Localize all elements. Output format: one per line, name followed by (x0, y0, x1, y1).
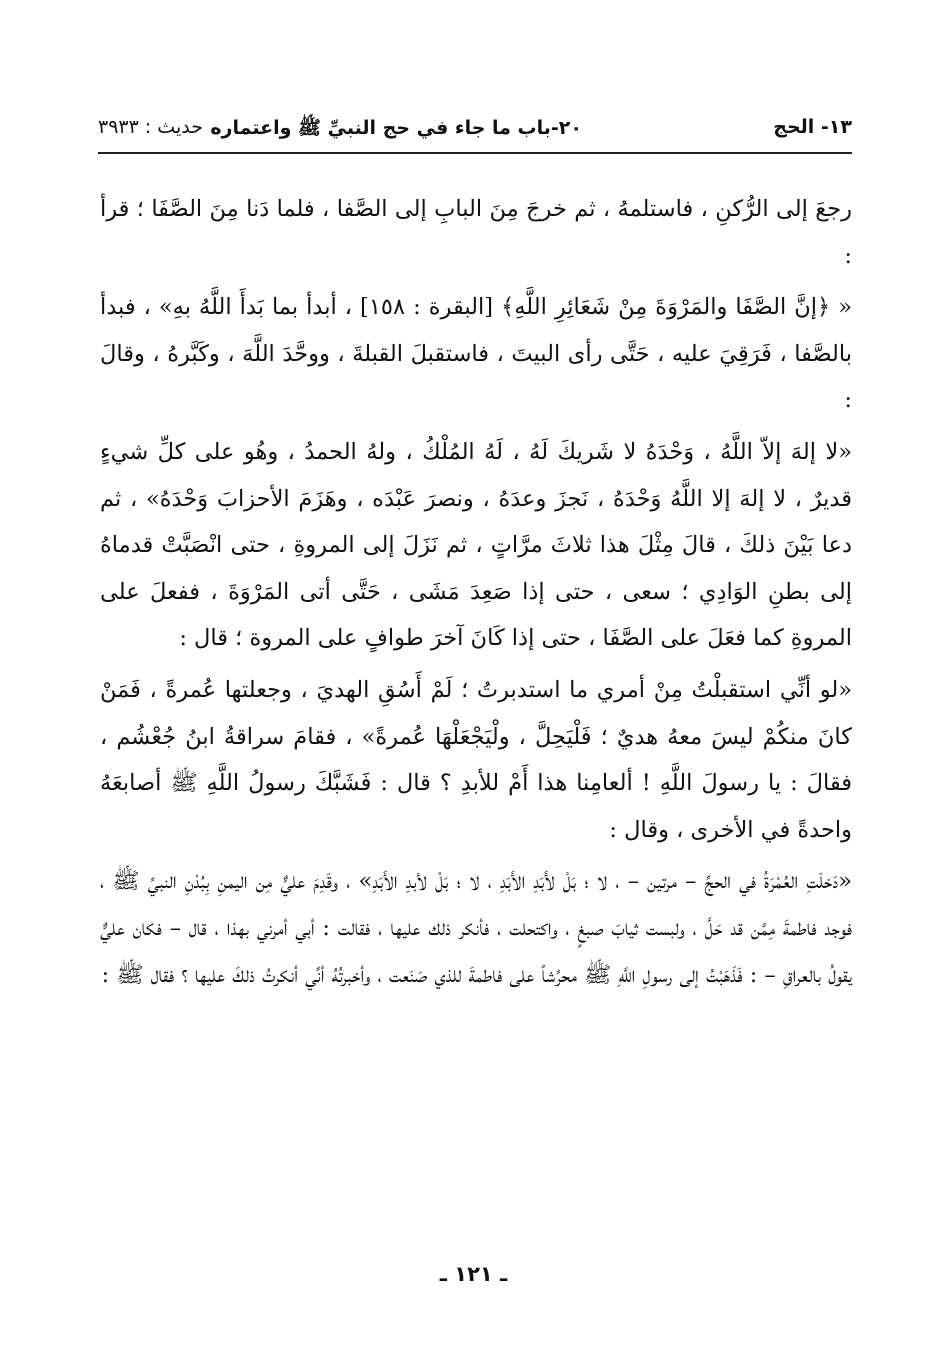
section-title: ٢٠-باب ما جاء في حج النبيِّ ﷺ واعتماره (210, 117, 582, 139)
hadith-number: حديث : ٣٩٣٣ (98, 116, 203, 138)
header-divider (98, 152, 852, 154)
hadith-text (100, 186, 852, 1003)
page-number: ـ ١٢١ ـ (439, 1262, 508, 1286)
paragraph: «دَخلَتِ العُمْرَةُ في الحجِّ – مرتين – ، لا ؛ بَلْ لأَبَدِ الأَبَدِ ، لا ؛ بَلْ لأبدِ الأَبَدِ» ، وقَدِمَ عليٌّ مِن اليمنِ بِبُدْنِ النبيِّ ﷺ ، فوجد فاطمةَ مِمَّن قد حَلَّ ، ولبست ثيابَ صبغٍ ، واكتحلت ، فأنكر ذلك عليها ، فقالت : أبي أمرني بهذا ، قال – فكان عليٌّ يقولُ بالعراقِ – : فَذَهَبْتُ إلى رسولِ اللَّهِ ﷺ محرِّشاً على فاطمةَ للذي صَنَعت ، وأخبرتُهُ أنِّي أنكرتُ ذلكَ عليها ؟ فقال ﷺ : (100, 868, 852, 988)
chapter-title: ١٣- الحج (773, 116, 852, 138)
paragraph: « ﴿إنَّ الصَّفَا والمَرْوَةَ مِنْ شَعَائِرِ اللَّهِ﴾ [البقرة : ١٥٨] ، أبدأ بما بَدأَ اللَّهُ بهِ» ، فبدأ بالصَّفا ، فَرَقِيَ عليه ، حَتَّى رأى البيتَ ، فاستقبلَ القبلةَ ، ووحَّدَ اللَّهَ ، وكَبَّرهُ ، وقالَ : (100, 294, 853, 414)
paragraph: «لو أنِّي استقبلْتُ مِنْ أمري ما استدبرتُ ؛ لَمْ أَسُقِ الهديَ ، وجعلتها عُمرةً ، فَمَنْ كانَ منكُمْ ليسَ معهُ هديٌ ؛ فَلْيَحِلَّ ، ولْيَجْعَلْهَا عُمرةً» ، فقامَ سراقةُ ابنُ جُعْشُم ، فقالَ : يا رسولَ اللَّهِ ! ألعامِنا هذا أَمْ للأبدِ ؟ قال : فَشَبَّكَ رسولُ اللَّهِ ﷺ أصابعَهُ واحدةً في الأخرى ، وقال : (100, 676, 852, 843)
paragraph: رجعَ إلى الرُّكنِ ، فاستلمهُ ، ثم خرجَ مِنَ البابِ إلى الصَّفا ، فلما دَنا مِنَ الصَّفَا ؛ قرأ : (100, 196, 852, 269)
paragraph: «لا إلهَ إلاّ اللَّهُ ، وَحْدَهُ لا شَريكَ لَهُ ، لَهُ المُلْكُ ، ولهُ الحمدُ ، وهُو على كلِّ شيءٍ قديرٌ ، لا إلهَ إلا اللَّهُ وَحْدَهُ ، نَجزَ وعدَهُ ، ونصرَ عَبْدَه ، وهَزَمَ الأحزابَ وَحْدَهُ» ، ثم دعا بَيْنَ ذلكَ ، قالَ مِثْلَ هذا ثلاثَ مرَّاتٍ ، ثم نَزَلَ إلى المروةِ ، حتى انْصَبَّتْ قدماهُ إلى بطنِ الوَادِي ؛ سعى ، حتى إذا صَعِدَ مَشَى ، حَتَّى أتى المَرْوَةَ ، ففعلَ على المروةِ كما فعَلَ على الصَّفَا ، حتى إذا كَانَ آخرَ طوافٍ على المروة ؛ قال : (100, 438, 852, 652)
page-header (98, 106, 852, 150)
